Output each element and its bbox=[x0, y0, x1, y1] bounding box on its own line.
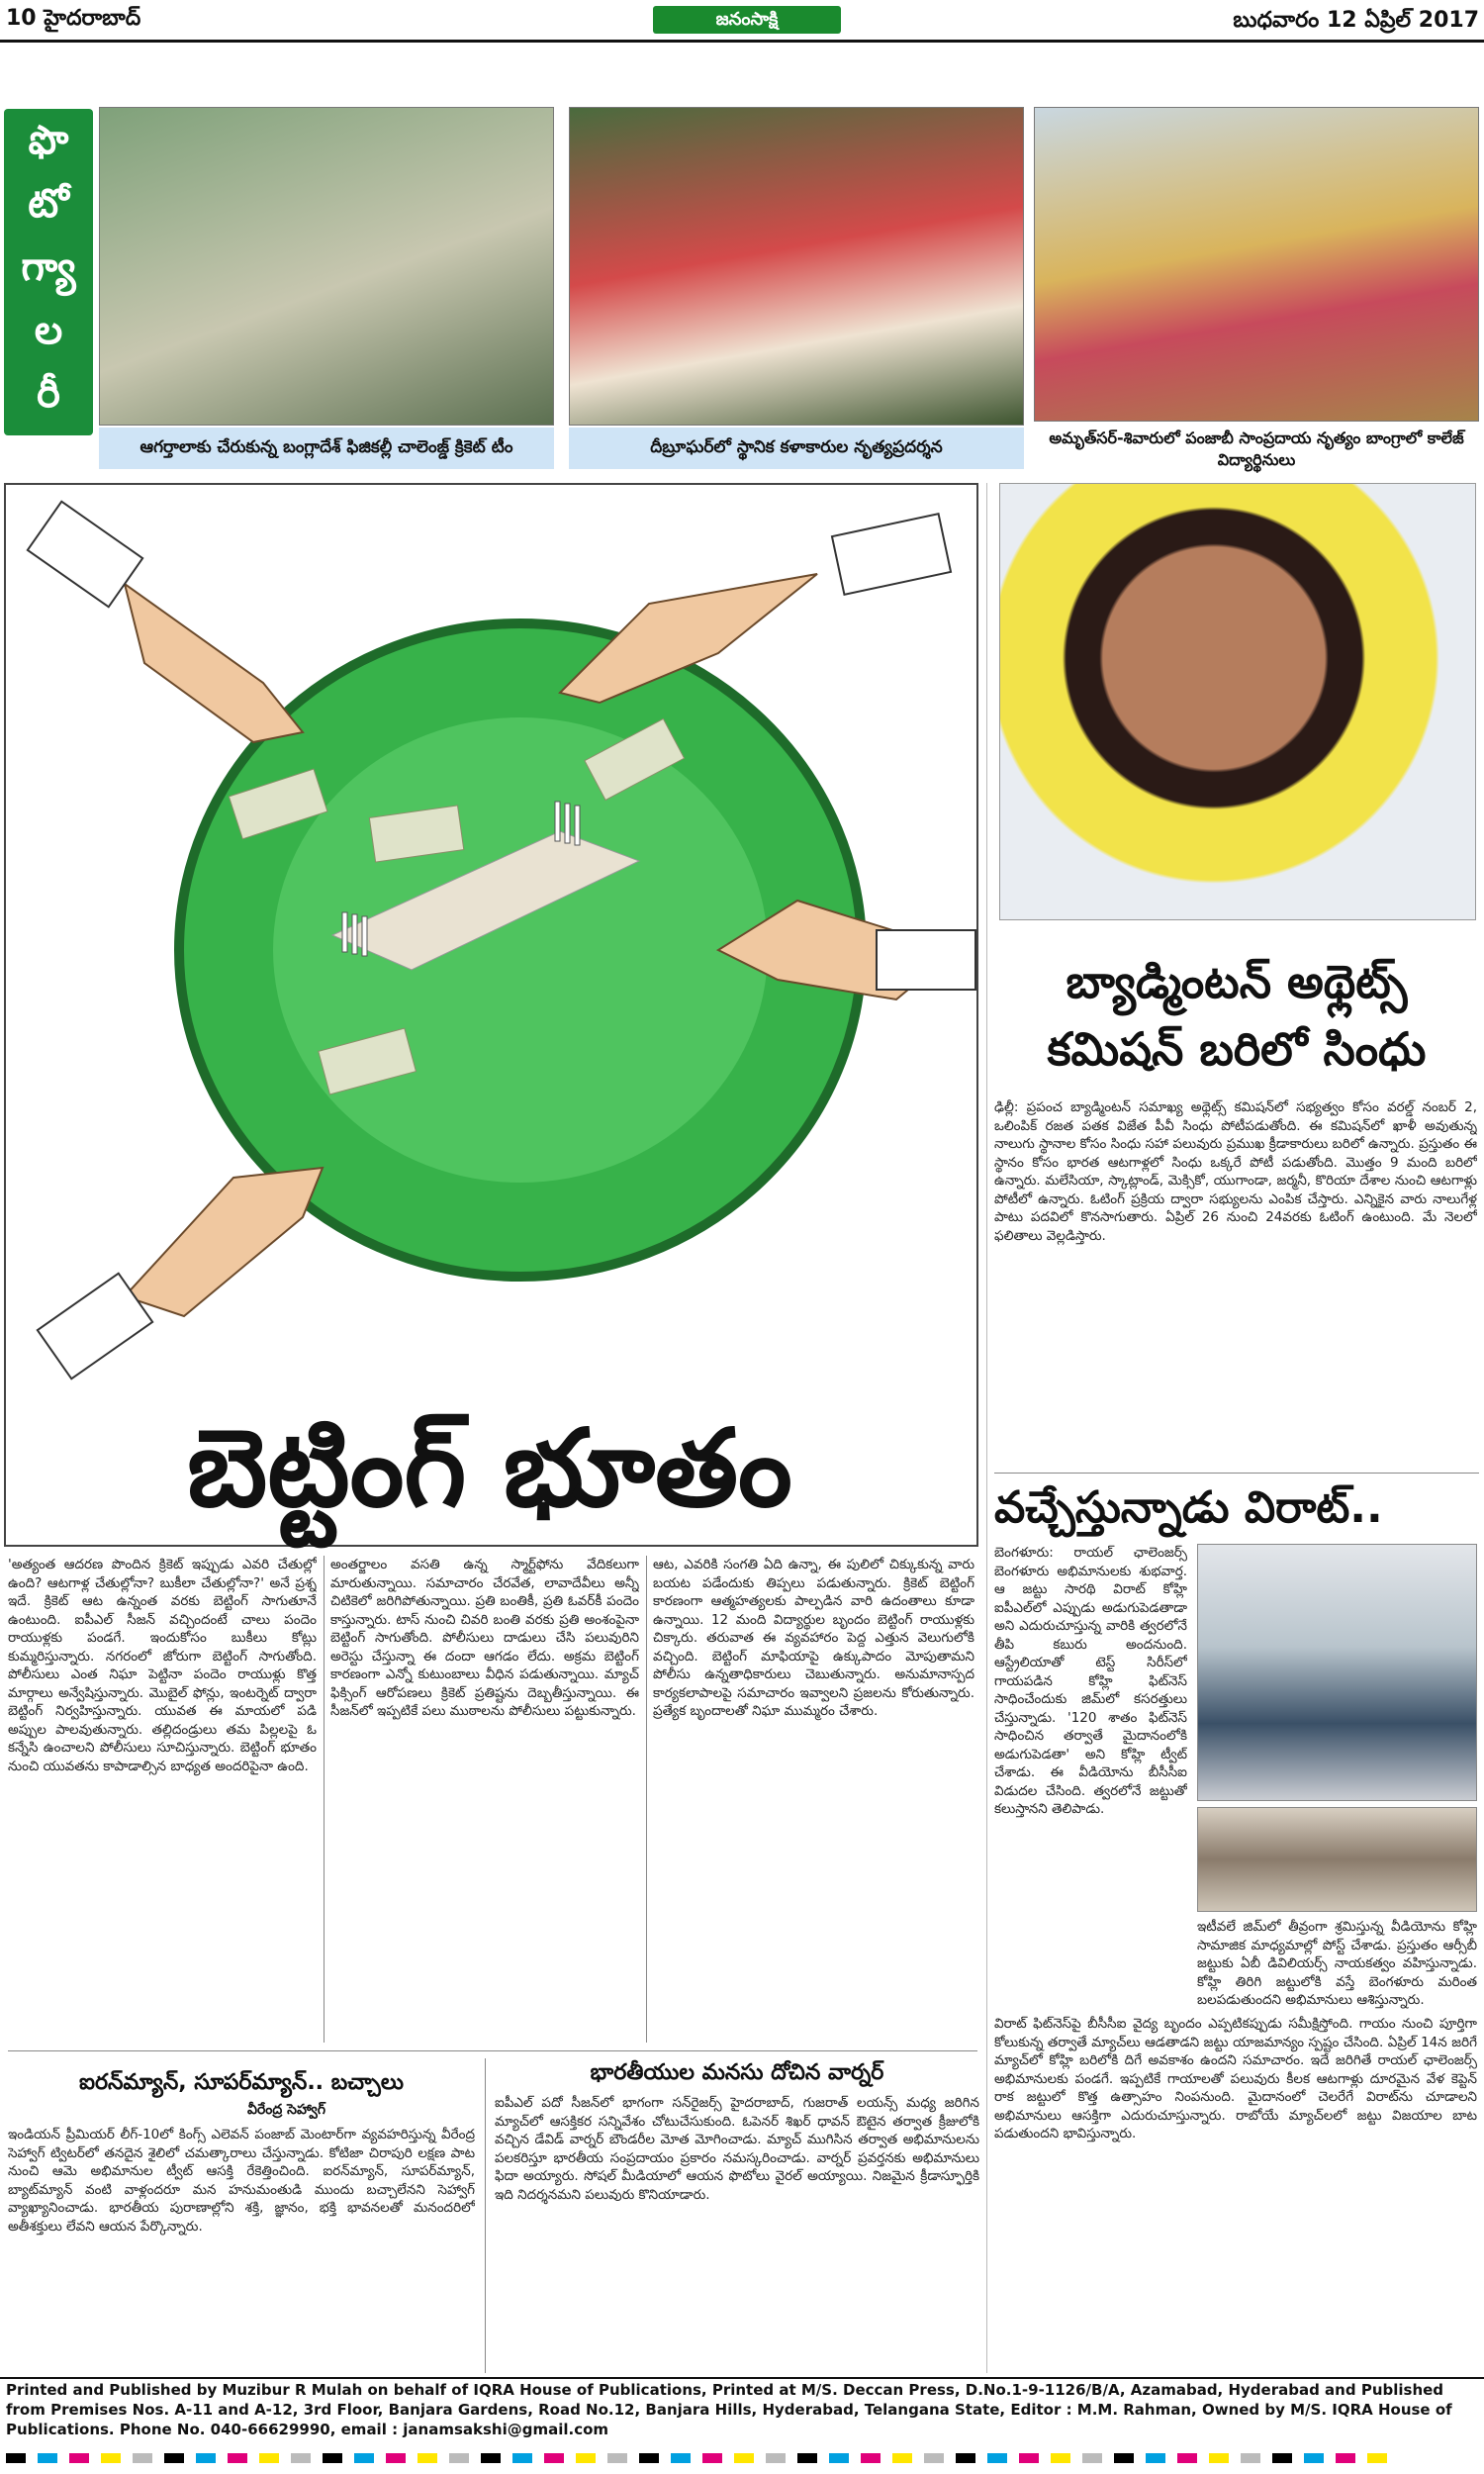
virat-gym-photo bbox=[1197, 1544, 1477, 1801]
warner-article: ఐపీఎల్ పదో సీజన్‌లో భాగంగా సన్‌రైజర్స్ హైదరాబాద్, గుజరాత్ లయన్స్ మధ్య జరిగిన మ్యాచ్‌లో ఆసక్తికర సన్నివేశం చోటుచేసుకుంది. ఓపెనర్ శిఖర్ ధావన్ ఔటైన తర్వాత క్రీజులోకి వచ్చిన డేవిడ్ వార్నర్ బౌండరీల మోత మోగించాడు. మ్యాచ్ ముగిసిన తర్వాత అభిమానులను పలకరిస్తూ భారతీయ సంప్రదాయం ప్రకారం నమస్కరించాడు. వార్నర్ ప్రవర్తనకు అభిమానులు ఫిదా అయ్యారు. సోషల్ మీడియాలో ఆయన ఫొటోలు వైరల్ అయ్యాయి. నిజమైన క్రీడాస్ఫూర్తికి ఇది నిదర్శనమని పలువురు కొనియాడారు. bbox=[495, 2095, 979, 2203]
gallery-caption: అమృత్‌సర్-శివారులో పంజాబీ సాంప్రదాయ నృత్యం బాంగ్రాలో కాలేజ్ విద్యార్థినులు bbox=[1034, 424, 1479, 477]
ironman-byline: వీరేంద్ర సెహ్వాగ్ bbox=[247, 2102, 325, 2118]
sindhu-photo bbox=[999, 483, 1476, 920]
warner-headline: భారతీయుల మనసు దోచిన వార్నర్ bbox=[590, 2060, 884, 2085]
betting-article-col1: 'అత్యంత ఆదరణ పొందిన క్రికెట్ ఇప్పుడు ఎవరి చేతుల్లో ఉంది? ఆటగాళ్ల చేతుల్లోనా? బుకీలా చేతుల్లోనా?' అనే ప్రశ్న ఇదే. క్రికెట్ ఆట ఉన్నంత వరకు బెట్టింగ్ సాగుతూనే ఉంటుంది. ఐపీఎల్ సీజన్ వచ్చిందంటే చాలు పందెం రాయుళ్లకు పండగే. ఇందుకోసం బుకీలు కోట్లు కుమ్మరిస్తున్నారు. నగరంలో జోరుగా బెట్టింగ్ సాగుతోంది. పోలీసులు ఎంత నిఘా పెట్టినా పందెం రాయుళ్లు కొత్త మార్గాలు అన్వేషిస్తున్నారు. మొబైల్ ఫోన్లు, ఇంటర్నెట్ ద్వారా బెట్టింగ్ నిర్వహిస్తున్నారు. యువత ఈ మాయలో పడి అప్పుల పాలవుతున్నారు. తల్లిదండ్రులు తమ పిల్లలపై ఓ కన్నేసి ఉంచాలని పోలీసులు సూచిస్తున్నారు. బెట్టింగ్ భూతం నుంచి యువతను కాపాడాల్సిన బాధ్యత అందరిపైనా ఉంది. bbox=[8, 1557, 317, 1774]
column-divider bbox=[485, 2058, 486, 2373]
virat-article-col2: ఇటీవలే జిమ్‌లో తీవ్రంగా శ్రమిస్తున్న వీడియోను కోహ్లి సామాజిక మాధ్యమాల్లో పోస్ట్ చేశాడు. ప్రస్తుతం ఆర్సీబీ జట్టుకు ఏబీ డివిలియర్స్ నాయకత్వం వహిస్తున్నాడు. కోహ్లి తిరిగి జట్టులోకి వస్తే బెంగళూరు మరింత బలపడుతుందని అభిమానులు ఆశిస్తున్నారు. bbox=[1197, 1919, 1477, 2008]
gallery-label-part: గ్యా bbox=[21, 244, 76, 290]
sindhu-article: ఢిల్లీ: ప్రపంచ బ్యాడ్మింటన్ సమాఖ్య అథ్లెట్స్ కమిషన్‌లో సభ్యత్వం కోసం వరల్డ్ నంబర్ 2, ఒలింపిక్ రజత పతక విజేత పీవీ సింధు పోటీపడుతోంది. ఈ కమిషన్‌లో ఖాళీ అవుతున్న నాలుగు స్థానాల కోసం సింధు సహా పలువురు ప్రముఖ క్రీడాకారులు బరిలో ఉన్నారు. ప్రస్తుతం ఈ స్థానం కోసం భారత ఆటగాళ్లలో సింధు ఒక్కరే పోటీ పడుతోంది. మొత్తం 9 మంది బరిలో ఉన్నారు. మలేసియా, స్కాట్లాండ్, మెక్సికో, యుగాండా, జర్మనీ, కొరియా దేశాల నుంచి ఆటగాళ్లు పోటీలో ఉన్నారు. ఓటింగ్ ప్రక్రియ ద్వారా సభ్యులను ఎంపిక చేస్తారు. ఎన్నికైన వారు నాలుగేళ్ల పాటు పదవిలో కొనసాగుతారు. ఏప్రిల్ 26 నుంచి 24వరకు ఓటింగ్ ఉంటుంది. మే నెలలో ఫలితాలు వెల్లడిస్తారు. bbox=[994, 1099, 1477, 1244]
gallery-photo-dance bbox=[569, 107, 1024, 426]
betting-illustration-box bbox=[4, 483, 978, 1547]
betting-headline: బెట్టింగ్ భూతం bbox=[187, 1407, 792, 1531]
column-divider bbox=[646, 1556, 647, 2043]
gallery-label-part: ల bbox=[34, 308, 63, 353]
newspaper-logo: జనంసాక్షి bbox=[653, 6, 841, 34]
section-divider bbox=[8, 2050, 977, 2051]
gallery-label-part: టో bbox=[28, 181, 69, 227]
printer-color-bar bbox=[0, 2448, 1484, 2468]
ironman-article: ఇండియన్ ప్రీమియర్ లీగ్-10లో కింగ్స్ ఎలెవన్ పంజాబ్ మెంటార్‌గా వ్యవహరిస్తున్న వీరేంద్ర సెహ్వాగ్ ట్విటర్‌లో తనదైన శైలిలో చమత్కారాలు చేస్తున్నాడు. కోటిజా చిరాపురి లక్షణ పాట నుంచి ఆమె అభిమానుల ట్వీట్ ఆసక్తి రేకెత్తించింది. ఐరన్‌మ్యాన్, సూపర్‌మ్యాన్, బ్యాట్‌మ్యాన్ వంటి వాళ్లందరూ మన హనుమంతుడి ముందు బచ్చాలేనని సెహ్వాగ్ వ్యాఖ్యానించాడు. భారతీయ పురాణాల్లోని శక్తి, జ్ఞానం, భక్తి భావనలతో మనందరిలో అతీశక్తులు లేవని ఆయన పేర్కొన్నారు. bbox=[8, 2127, 475, 2235]
betting-illustration bbox=[6, 485, 976, 1545]
betting-article-col3: ఆట, ఎవరికి సంగతి ఏది ఉన్నా, ఈ పులిలో చిక్కుకున్న వారు బయట పడేందుకు తిప్పలు పడుతున్నారు. క్రికెట్ బెట్టింగ్ కారణంగా ఆత్మహత్యలకు పాల్పడిన వారి ఉదంతాలు కూడా ఉన్నాయి. 12 మంది విద్యార్థుల బృందం బెట్టింగ్ రాయుళ్లకు చిక్కారు. తరువాత ఈ వ్యవహారం పెద్ద ఎత్తున వెలుగులోకి వచ్చింది. బెట్టింగ్ మాఫియాపై ఉక్కుపాదం మోపుతామని పోలీసు ఉన్నతాధికారులు చెబుతున్నారు. అనుమానాస్పద కార్యకలాపాలపై సమాచారం ఇవ్వాలని ప్రజలను కోరుతున్నారు. ప్రత్యేక బృందాలతో నిఘా ముమ్మరం చేశారు. bbox=[653, 1557, 974, 1719]
column-divider bbox=[324, 1556, 325, 2043]
footer-imprint: Printed and Published by Muzibur R Mulah on behalf of IQRA House of Publications, Printed at M/S. Deccan Press, D.No.1-9-1126/B/A, Azamabad, Hyderabad and Published from Premises Nos. A-11 and A-12, 3rd Floor, Banjara Gardens, Road No.12, Banjara Hills, Hyderabad, Telangana State, Editor : M.M. Rahman, Owned by M/S. IQRA House of Publications. Phone No. 040-66629990, email : janamsakshi@gmail.com bbox=[6, 2381, 1452, 2438]
gallery-photo-bhangra bbox=[1034, 107, 1479, 422]
footer-rule bbox=[0, 2377, 1484, 2379]
ironman-headline: ఐరన్‌మ్యాన్, సూపర్‌మ్యాన్.. బచ్చాలు bbox=[78, 2070, 405, 2095]
sindhu-headline-line1: బ్యాడ్మింటన్ అథ్లెట్స్ bbox=[1066, 955, 1408, 1008]
page-number-city: 10 హైదరాబాద్ bbox=[6, 6, 141, 31]
gallery-photo-cricket-team bbox=[99, 107, 554, 426]
virat-article-col1: బెంగళూరు: రాయల్ ఛాలెంజర్స్ బెంగళూరు అభిమానులకు శుభవార్త. ఆ జట్టు సారథి విరాట్ కోహ్లి ఐపీఎల్‌లో ఎప్పుడు అడుగుపెడతాడా అని ఎదురుచూస్తున్న వారికి త్వరలోనే తీపి కబురు అందనుంది. ఆస్ట్రేలియాతో టెస్ట్ సిరీస్‌లో గాయపడిన కోహ్లి ఫిట్‌నెస్ సాధించేందుకు జిమ్‌లో కసరత్తులు చేస్తున్నాడు. '120 శాతం ఫిట్‌నెస్ సాధించిన తర్వాతే మైదానంలోకి అడుగుపెడతా' అని కోహ్లి ట్వీట్ చేశాడు. ఈ వీడియోను బీసీసీఐ విడుదల చేసింది. త్వరలోనే జట్టుతో కలుస్తానని తెలిపాడు. bbox=[994, 1545, 1187, 1817]
virat-article-full: విరాట్ ఫిట్‌నెస్‌పై బీసీసీఐ వైద్య బృందం ఎప్పటికప్పుడు సమీక్షిస్తోంది. గాయం నుంచి పూర్తిగా కోలుకున్న తర్వాతే మ్యాచ్‌లు ఆడతాడని జట్టు యాజమాన్యం స్పష్టం చేసింది. ఏప్రిల్ 14న జరిగే మ్యాచ్‌లో కోహ్లి బరిలోకి దిగే అవకాశం ఉందని సమాచారం. ఇదే జరిగితే రాయల్ ఛాలెంజర్స్ అభిమానులకు పండగే. ఇప్పటికే గాయాలతో పలువురు కీలక ఆటగాళ్లు దూరమైన వేళ కెప్టెన్ రాక జట్టులో కొత్త ఉత్సాహం నింపనుంది. మైదానంలో చెలరేగే విరాట్‌ను చూడాలని అభిమానులు ఆసక్తిగా ఎదురుచూస్తున్నారు. రాబోయే మ్యాచ్‌లలో జట్టు విజయాల బాట పడుతుందని భావిస్తున్నారు. bbox=[994, 2016, 1477, 2141]
issue-date: బుధవారం 12 ఏప్రిల్ 2017 bbox=[1233, 8, 1479, 33]
gallery-caption: ఆగర్తాలాకు చేరుకున్న బంగ్లాదేశ్ ఫిజికల్లీ చాలెంజ్డ్ క్రికెట్ టీం bbox=[99, 428, 554, 469]
photo-gallery-label bbox=[4, 109, 93, 435]
sindhu-headline-line2: కమిషన్ బరిలో సింధు bbox=[1047, 1022, 1427, 1076]
virat-gym-photo-2 bbox=[1197, 1807, 1477, 1912]
virat-headline: వచ్చేస్తున్నాడు విరాట్.. bbox=[994, 1482, 1383, 1533]
gallery-label-part: ఫొ bbox=[28, 118, 69, 163]
header-rule bbox=[0, 40, 1484, 43]
column-divider bbox=[986, 483, 987, 2373]
gallery-caption: దీబ్రూఘర్‌లో స్థానిక కళాకారుల నృత్యప్రదర్శన bbox=[569, 428, 1024, 469]
section-divider bbox=[994, 1473, 1479, 1474]
gallery-label-part: రీ bbox=[37, 371, 60, 417]
betting-article-col2: అంతర్జాలం వసతి ఉన్న స్మార్ట్‌ఫోను వేదికలుగా మారుతున్నాయి. సమాచారం చేరవేత, లావాదేవీలు అన్నీ చిటికెలో జరిగిపోతున్నాయి. ప్రతి బంతికీ, ప్రతి ఓవర్‌కీ పందెం కాస్తున్నారు. టాస్ నుంచి చివరి బంతి వరకు ప్రతి అంశంపైనా బెట్టింగ్ సాగుతోంది. పోలీసులు దాడులు చేసి పలువురిని అరెస్టు చేస్తున్నా ఈ దందా ఆగడం లేదు. అక్రమ బెట్టింగ్ కారణంగా ఎన్నో కుటుంబాలు వీధిన పడుతున్నాయి. మ్యాచ్ ఫిక్సింగ్ ఆరోపణలు క్రికెట్ ప్రతిష్టను దెబ్బతీస్తున్నాయి. ఈ సీజన్‌లో ఇప్పటికే పలు ముఠాలను పోలీసులు పట్టుకున్నారు. bbox=[330, 1557, 639, 1719]
